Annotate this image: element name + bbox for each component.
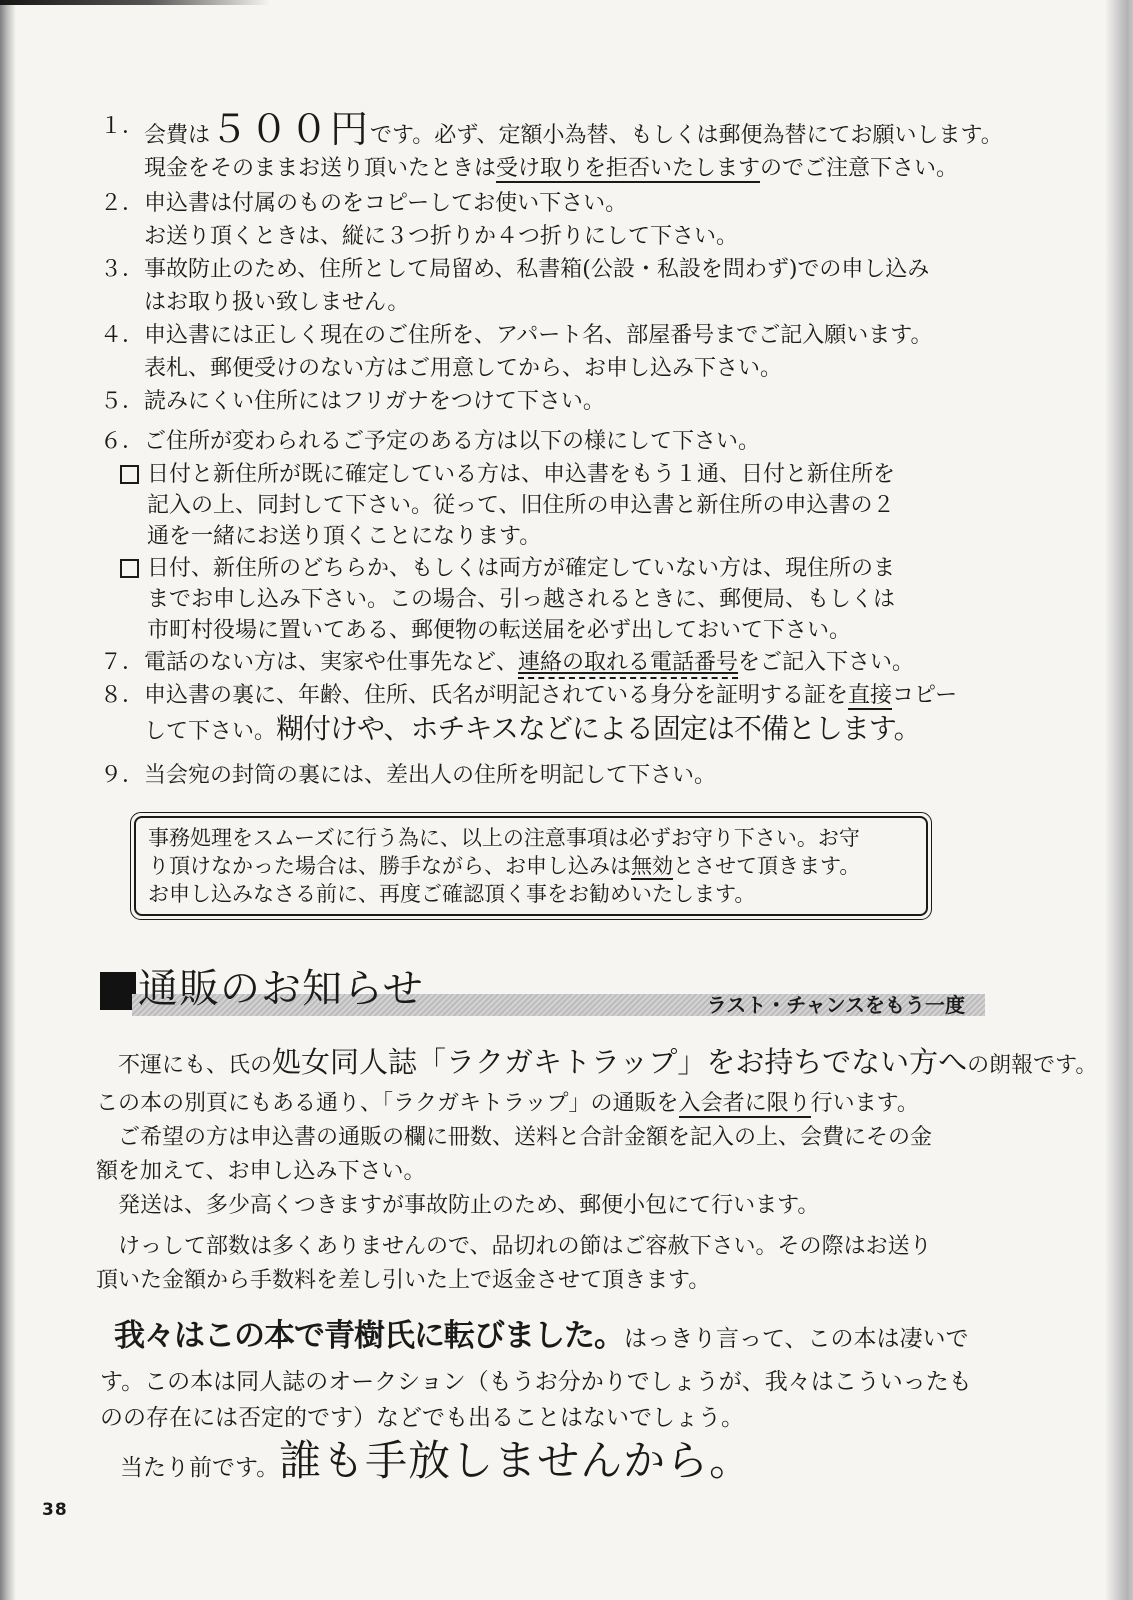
fee-amount-large-text: ５００円 bbox=[210, 107, 371, 151]
paragraph-text: この本の別頁にもある通り、「ラクガキトラップ」の通販を bbox=[96, 1091, 679, 1116]
banner-slogan: ラスト・チャンスをもう一度 bbox=[706, 993, 965, 1017]
instruction-item-9 bbox=[100, 759, 1060, 792]
sub-item-line: 日付、新住所のどちらか、もしくは両方が確定していない方は、現住所のま bbox=[147, 556, 896, 581]
item-line: ご住所が変わられるご予定のある方は以下の様にして下さい。 bbox=[144, 429, 761, 454]
checkbox-icon bbox=[120, 465, 139, 484]
item-line: 申込書には正しく現在のご住所を、アパート名、部屋番号までご記入願います。 bbox=[144, 323, 933, 348]
item-text: 電話のない方は、実家や仕事先など、 bbox=[144, 650, 519, 675]
paragraph-text: 行います。 bbox=[810, 1091, 919, 1116]
sub-item-line: 記入の上、同封して下さい。従って、旧住所の申込書と新住所の申込書の２ bbox=[147, 493, 895, 518]
item-line bbox=[144, 679, 957, 712]
notice-box-inner bbox=[134, 816, 928, 916]
item-text: です。必ず、定額小為替、もしくは郵便為替にてお願いします。 bbox=[370, 123, 1003, 148]
instruction-item-1 bbox=[100, 107, 1060, 185]
instruction-item-5 bbox=[100, 385, 1060, 418]
item-line bbox=[144, 107, 1003, 152]
item-number: ９． bbox=[100, 763, 145, 788]
item-line bbox=[144, 646, 914, 679]
closing-line: のの存在には否定的です）などでも出ることはないでしょう。 bbox=[100, 1405, 744, 1431]
page-number: 38 bbox=[42, 1500, 68, 1520]
sub-item-line: 市町村役場に置いてある、郵便物の転送届を必ず出しておいて下さい。 bbox=[147, 618, 852, 643]
page-right-edge-shadow bbox=[1105, 0, 1133, 1600]
notice-box bbox=[130, 812, 932, 920]
notice-text: とさせて頂きます。 bbox=[673, 854, 861, 878]
item-text: をご記入下さい。 bbox=[738, 650, 915, 675]
sub-item-line: までお申し込み下さい。この場合、引っ越されるときに、郵便局、もしくは bbox=[147, 587, 896, 612]
paragraph-text: の朗報です。 bbox=[967, 1053, 1098, 1078]
item-line bbox=[144, 152, 1003, 185]
item-number: ６． bbox=[100, 429, 145, 454]
sub-item-line: 日付と新住所が既に確定している方は、申込書をもう１通、日付と新住所を bbox=[147, 462, 896, 487]
mail-order-section-header bbox=[100, 964, 1060, 1020]
emphasis-large-text: 糊付けや、ホチキスなどによる固定は不備とします。 bbox=[276, 712, 921, 745]
item-number: ３． bbox=[100, 257, 145, 282]
underlined-text: 入会者に限り bbox=[678, 1091, 811, 1116]
instruction-item-4 bbox=[100, 319, 1060, 385]
page-content bbox=[96, 107, 1098, 1495]
double-underlined-text: 連絡の取れる電話番号 bbox=[518, 650, 738, 679]
item-line: 読みにくい住所にはフリガナをつけて下さい。 bbox=[144, 389, 605, 414]
underlined-text: 無効 bbox=[631, 854, 673, 878]
section-title: 通販のお知らせ bbox=[138, 966, 424, 1012]
item-number: ５． bbox=[100, 389, 145, 414]
closing-text: 当たり前です。 bbox=[120, 1455, 280, 1481]
black-square-bullet-icon bbox=[100, 972, 136, 1010]
paragraph-line bbox=[96, 1087, 1060, 1121]
paragraph-line: ご希望の方は申込書の通販の欄に冊数、送料と合計金額を記入の上、会費にその金 bbox=[96, 1125, 933, 1150]
closing-line bbox=[114, 1313, 1060, 1364]
item-number: １． bbox=[100, 114, 145, 139]
notice-line: 事務処理をスムーズに行う為に、以上の注意事項は必ずお守り下さい。お守 bbox=[148, 826, 860, 850]
item-line: お送り頂くときは、縦に３つ折りか４つ折りにして下さい。 bbox=[144, 224, 739, 249]
notice-line bbox=[148, 852, 914, 880]
item-number: ７． bbox=[100, 650, 145, 675]
paragraph-line: 頂いた金額から手数料を差し引いた上で返金させて頂きます。 bbox=[96, 1268, 711, 1293]
closing-line: す。この本は同人誌のオークション（もうお分かりでしょうが、我々はこういったも bbox=[100, 1369, 972, 1395]
item-text: 現金をそのままお送り頂いたときは bbox=[144, 156, 497, 181]
item-text: のでご注意下さい。 bbox=[760, 156, 959, 181]
closing-text: はっきり言って、この本は凄いで bbox=[624, 1326, 969, 1352]
closing-large-text: 我々はこの本で青樹氏に転びました。 bbox=[114, 1318, 624, 1354]
sub-item-line: 通を一緒にお送り頂くことになります。 bbox=[147, 524, 542, 549]
paragraph-line: 額を加えて、お申し込み下さい。 bbox=[96, 1159, 426, 1184]
item-line: 表札、郵便受けのない方はご用意してから、お申し込み下さい。 bbox=[144, 356, 783, 381]
mail-order-body bbox=[96, 1041, 1098, 1298]
item-number: ４． bbox=[100, 323, 145, 348]
instruction-item-7 bbox=[100, 646, 1060, 679]
item-line: 当会宛の封筒の裏には、差出人の住所を明記して下さい。 bbox=[144, 763, 717, 788]
notice-line: お申し込みなさる前に、再度ご確認頂く事をお勧めいたします。 bbox=[148, 882, 756, 906]
item-line: 申込書は付属のものをコピーしてお使い下さい。 bbox=[144, 191, 628, 216]
book-title-large-text: 処女同人誌「ラクガキトラップ」をお持ちでない方へ bbox=[272, 1045, 968, 1079]
underlined-text: 受け取りを拒否いたします bbox=[496, 156, 761, 181]
item-text: 申込書の裏に、年齢、住所、氏名が明記されている身分を証明する証を bbox=[144, 683, 849, 708]
item-line: はお取り扱い致しません。 bbox=[144, 290, 410, 315]
instruction-item-2 bbox=[100, 187, 1060, 253]
closing-final-large-text: 誰も手放しませんから。 bbox=[279, 1436, 753, 1485]
item-text: 会費は bbox=[144, 123, 211, 148]
instruction-item-6 bbox=[100, 425, 1060, 458]
item-line bbox=[144, 712, 957, 748]
sub-item-confirmed-address bbox=[120, 459, 1060, 552]
instruction-item-8 bbox=[100, 679, 1060, 748]
instruction-item-3 bbox=[100, 253, 1060, 319]
closing-line bbox=[120, 1436, 1060, 1495]
paragraph-line: けっして部数は多くありませんので、品切れの節はご容赦下さい。その際はお送り bbox=[96, 1234, 932, 1259]
page-top-edge-shadow bbox=[0, 0, 270, 5]
underlined-text: 直接 bbox=[848, 683, 893, 708]
item-line: 事故防止のため、住所として局留め、私書箱(公設・私設を問わず)での申し込み bbox=[144, 257, 930, 282]
item-number: ８． bbox=[100, 683, 145, 708]
paragraph-line: 発送は、多少高くつきますが事故防止のため、郵便小包にて行います。 bbox=[96, 1193, 820, 1218]
item-number: ２． bbox=[100, 191, 145, 216]
closing-statement bbox=[100, 1313, 1060, 1495]
notice-text: り頂けなかった場合は、勝手ながら、お申し込みは bbox=[148, 854, 631, 878]
paragraph-line bbox=[96, 1041, 1098, 1087]
paragraph-text: 不運にも、氏の bbox=[96, 1053, 273, 1078]
checkbox-icon bbox=[120, 559, 139, 578]
sub-item-unconfirmed-address bbox=[120, 553, 1060, 646]
page-left-edge-shadow bbox=[0, 0, 16, 1600]
item-text: コピー bbox=[892, 683, 958, 708]
item-text: して下さい。 bbox=[144, 719, 277, 744]
